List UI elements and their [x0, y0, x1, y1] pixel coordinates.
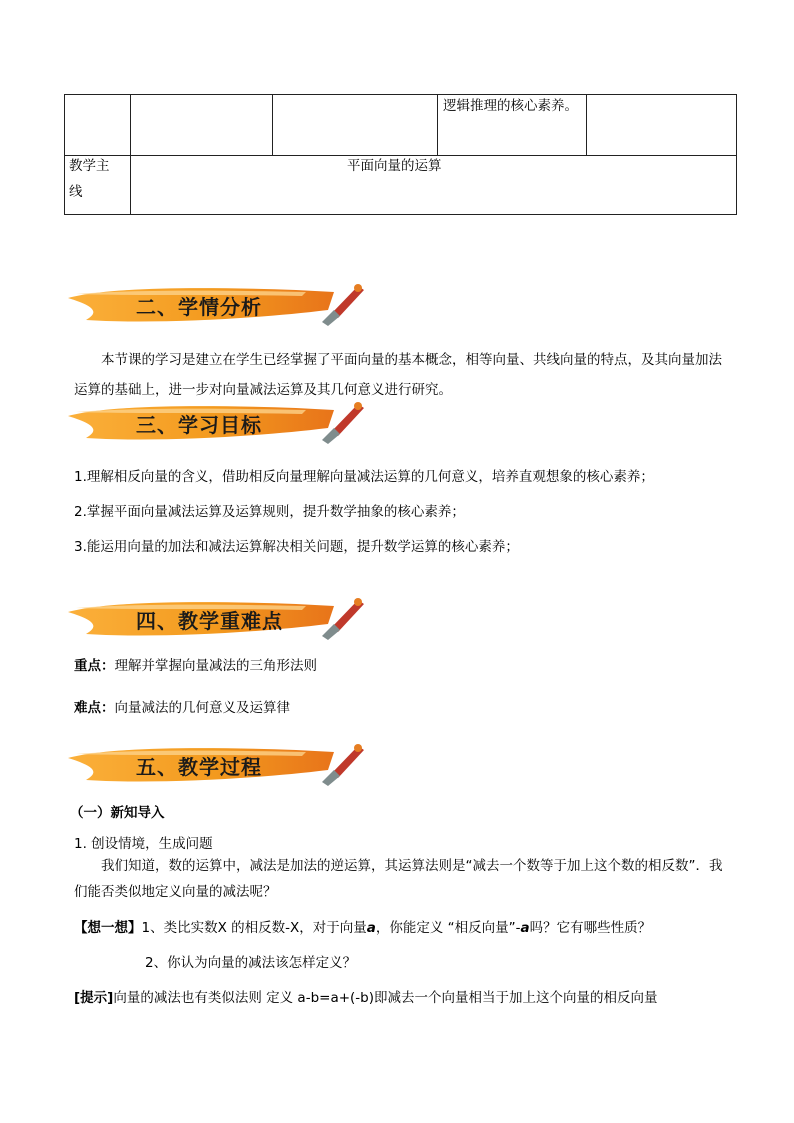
section-banner-5 [66, 740, 371, 788]
table-divider [272, 95, 273, 155]
table-row-label: 教学主 [69, 158, 110, 174]
key-point [74, 654, 317, 674]
think-text: 1、类比实数X 的相反数-X，对于向量 [141, 920, 367, 936]
section-title: 四、教学重难点 [136, 609, 283, 633]
vector-symbol: a [520, 920, 530, 936]
list-item: 1.理解相反向量的含义，借助相反向量理解向量减法运算的几何意义，培养直观想象的核心素养； [74, 469, 654, 485]
section-banner-4 [66, 594, 371, 642]
table-divider [437, 95, 438, 155]
think-text: ，你能定义 “相反向量”- [375, 920, 521, 936]
section-paragraph: 我们知道，数的运算中，减法是加法的逆运算，其运算法则是“减去一个数等于加上这个数的相反数”．我们能否类似地定义向量的减法呢？ [74, 858, 723, 900]
course-table [64, 94, 737, 215]
table-cell-main-line: 平面向量的运算 [347, 158, 442, 174]
think-text: 吗？它有哪些性质？ [529, 920, 652, 936]
list-item: 3.能运用向量的加法和减法运算解决相关问题，提升数学运算的核心素养； [74, 539, 519, 555]
table-cell-text: 逻辑推理的核心素养。 [443, 98, 578, 114]
table-row-label-cont: 线 [69, 184, 83, 200]
key-point-label: 重点： [74, 658, 115, 674]
section-banner-3 [66, 398, 371, 446]
think-question-1 [74, 916, 651, 936]
think-label: 【想一想】 [74, 920, 142, 936]
think-question-2: 2、你认为向量的减法该怎样定义？ [145, 955, 357, 971]
key-point-text: 理解并掌握向量减法的三角形法则 [114, 658, 317, 674]
vector-symbol: a [366, 920, 376, 936]
section-title: 三、学习目标 [136, 413, 262, 437]
hint-label: [提示] [74, 990, 114, 1006]
subsection-heading: （一）新知导入 [70, 805, 165, 821]
hint-line [74, 986, 658, 1006]
table-divider [586, 95, 587, 155]
hint-text: 向量的减法也有类似法则 定义 a-b=a+(-b)即减去一个向量相当于加上这个向量的相反向量 [113, 990, 658, 1006]
difficult-point-label: 难点： [74, 700, 115, 716]
difficult-point [74, 696, 290, 716]
difficult-point-text: 向量减法的几何意义及运算律 [114, 700, 290, 716]
list-item: 2.掌握平面向量减法运算及运算规则，提升数学抽象的核心素养； [74, 504, 465, 520]
section-banner-2 [66, 280, 371, 328]
list-item: 1. 创设情境，生成问题 [74, 836, 213, 852]
section-paragraph: 本节课的学习是建立在学生已经掌握了平面向量的基本概念，相等向量、共线向量的特点，及其向量加法运算的基础上，进一步对向量减法运算及其几何意义进行研究。 [74, 352, 722, 398]
section-title: 二、学情分析 [136, 295, 262, 319]
section-title: 五、教学过程 [136, 755, 262, 779]
